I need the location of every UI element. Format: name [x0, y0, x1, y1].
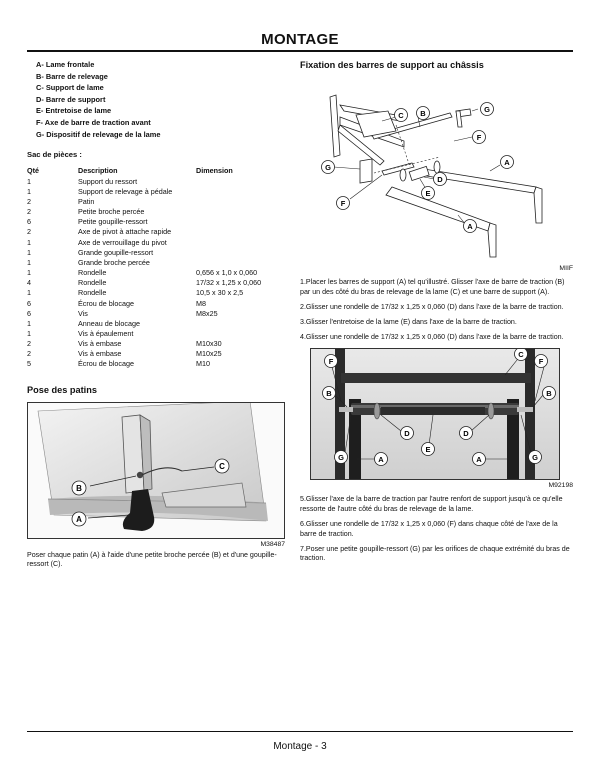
legend-item: D- Barre de support: [36, 94, 106, 104]
callout-a: [473, 453, 486, 466]
svg-text:E: E: [425, 189, 431, 198]
cell-qty: 6: [27, 217, 31, 227]
svg-text:A: A: [476, 455, 482, 465]
cell-description: Rondelle: [78, 288, 107, 298]
page-footer: Montage - 3: [273, 741, 327, 752]
cell-description: Rondelle: [78, 278, 107, 288]
legend-item: A- Lame frontale: [36, 60, 95, 69]
cell-dimension: [196, 187, 285, 197]
cell-description: Vis à embase: [78, 349, 122, 359]
cell-qty: 1: [27, 288, 31, 298]
cell-qty: 1: [27, 176, 31, 186]
parts-table: [27, 166, 285, 369]
cell-qty: 1: [27, 257, 31, 267]
step-5: 5.Glisser l'axe de la barre de traction par l'autre renfort de support jusqu'à ce qu'elle ressorte de l'autre côté du bras de relevage de la lame.: [300, 495, 563, 514]
table-row: [27, 359, 285, 369]
callout-e: [422, 443, 435, 456]
callout-d: [401, 427, 414, 440]
cell-qty: 6: [27, 308, 31, 318]
figure-code: MIIF: [559, 265, 573, 272]
cell-qty: 2: [27, 339, 31, 349]
figure-code: M38487: [260, 540, 285, 548]
figure-code: M92198: [548, 482, 573, 490]
table-row: [27, 278, 285, 288]
cell-qty: 2: [27, 207, 31, 217]
step-1: 1.Placer les barres de support (A) tel qu'illustré. Glisser l'axe de barre de traction (B) par un des côté du bras de relevage de la lame (C) et une barre de support (A).: [300, 278, 565, 296]
table-row: [27, 319, 285, 329]
callout-d: [460, 427, 473, 440]
table-row: [27, 197, 285, 207]
header-dimension: Dimension: [196, 166, 233, 176]
table-row: [27, 217, 285, 227]
cell-qty: 1: [27, 329, 31, 338]
cell-dimension: 10,5 x 30 x 2,5: [196, 288, 244, 298]
svg-text:F: F: [476, 133, 482, 142]
table-row: [27, 227, 285, 237]
svg-text:F: F: [340, 199, 346, 208]
cell-dimension: [196, 248, 285, 258]
table-row: [27, 207, 285, 217]
cell-dimension: [196, 238, 285, 248]
callout-b: [417, 107, 430, 120]
table-row: [27, 248, 285, 258]
left-column: [27, 59, 285, 570]
legend-item: F- Axe de barre de traction avant: [36, 117, 151, 127]
figure-support-bar-layout: [300, 75, 573, 265]
step-3: 3.Glisser l'entretoise de la lame (E) dans l'axe de la barre de traction.: [300, 317, 517, 326]
cell-description: Écrou de blocage: [78, 359, 134, 369]
cell-description: Support du ressort: [78, 176, 138, 186]
table-row: [27, 177, 285, 187]
callout-e: [422, 187, 435, 200]
table-row: [27, 187, 285, 197]
callout-a: [375, 453, 388, 466]
callout-f: [473, 131, 486, 144]
callout-c: [515, 349, 528, 361]
pose-patins-instruction: Poser chaque patin (A) à l'aide d'une petite broche percée (B) et d'une goupille-ressort (C).: [27, 550, 277, 569]
table-row: [27, 288, 285, 298]
step-6: 6.Glisser une rondelle de 17/32 x 1,25 x 0,060 (F) dans chaque côté de l'axe de la barre de traction.: [300, 520, 558, 538]
drawbar-photo-illustration: [311, 349, 560, 480]
cell-description: Écrou de blocage: [78, 298, 134, 308]
cell-description: Support de relevage à pédale: [78, 186, 173, 196]
cell-description: Vis à épaulement: [78, 329, 134, 338]
cell-qty: 1: [27, 318, 31, 328]
callout-a: [501, 156, 514, 169]
cell-description: Grande broche percée: [78, 257, 150, 267]
svg-text:G: G: [338, 453, 344, 463]
cell-dimension: M8: [196, 298, 206, 308]
callout-c: [395, 109, 408, 122]
svg-text:C: C: [398, 111, 404, 120]
cell-description: Petite broche percée: [78, 207, 145, 217]
cell-qty: 1: [27, 268, 31, 278]
cell-dimension: M10x30: [196, 339, 222, 349]
svg-text:G: G: [325, 163, 331, 172]
cell-qty: 5: [27, 359, 31, 369]
component-legend: [27, 59, 285, 140]
svg-text:G: G: [532, 453, 538, 463]
svg-text:E: E: [425, 445, 431, 455]
svg-text:B: B: [546, 389, 552, 399]
table-row: [27, 339, 285, 349]
support-bar-illustration: [300, 75, 573, 265]
cell-dimension: [196, 177, 285, 187]
svg-text:B: B: [76, 483, 82, 493]
footer-rule: [27, 731, 573, 732]
svg-text:C: C: [219, 461, 225, 471]
table-row: [27, 309, 285, 319]
steps-group-1: [300, 278, 573, 342]
cell-dimension: [196, 197, 285, 207]
cell-qty: 4: [27, 278, 31, 288]
figure-drawbar-assembly: [310, 348, 560, 480]
cell-dimension: [196, 227, 285, 237]
legend-item: E- Entretoise de lame: [36, 106, 112, 116]
callout-b: [323, 387, 336, 400]
parts-table-header: [27, 166, 285, 177]
svg-text:A: A: [467, 222, 473, 231]
table-row: [27, 329, 285, 339]
page-title: MONTAGE: [261, 31, 339, 48]
cell-description: Axe de pivot à attache rapide: [78, 227, 172, 237]
svg-text:F: F: [328, 357, 334, 367]
cell-qty: 2: [27, 227, 31, 237]
table-row: [27, 349, 285, 359]
callout-c: [215, 459, 229, 473]
svg-text:G: G: [484, 105, 490, 114]
callout-f: [535, 355, 548, 368]
cell-qty: 1: [27, 247, 31, 257]
svg-text:D: D: [463, 429, 469, 439]
callout-b: [72, 481, 86, 495]
figure-skid-installation: [27, 402, 285, 539]
right-column: [300, 59, 573, 570]
step-2: 2.Glisser une rondelle de 17/32 x 1,25 x 0,060 (D) dans l'axe de la barre de traction.: [300, 302, 564, 311]
svg-text:F: F: [538, 357, 544, 367]
cell-dimension: [196, 217, 285, 227]
section-title-pose-patins: Pose des patins: [27, 384, 97, 395]
header-qty: Qté: [27, 166, 39, 176]
table-row: [27, 238, 285, 248]
cell-description: Grande goupille-ressort: [78, 247, 154, 257]
svg-text:A: A: [378, 455, 384, 465]
cell-description: Vis à embase: [78, 339, 122, 349]
legend-item: G- Dispositif de relevage de la lame: [36, 129, 161, 139]
table-row: [27, 299, 285, 309]
cell-dimension: M10: [196, 359, 210, 369]
step-7: 7.Poser une petite goupille-ressort (G) par les orifices de chaque extrémité du bras de traction.: [300, 544, 570, 563]
cell-qty: 6: [27, 298, 31, 308]
cell-qty: 1: [27, 237, 31, 247]
callout-f: [337, 197, 350, 210]
callout-a: [464, 220, 477, 233]
parts-table-body: [27, 177, 285, 370]
svg-text:B: B: [420, 109, 426, 118]
callout-g: [335, 451, 348, 464]
cell-description: Vis: [78, 308, 88, 318]
callout-b: [543, 387, 556, 400]
step-4: 4.Glisser une rondelle de 17/32 x 1,25 x 0,060 (D) dans l'axe de la barre de traction.: [300, 332, 564, 341]
title-rule: [27, 50, 573, 52]
cell-qty: 1: [27, 186, 31, 196]
callout-f: [325, 355, 338, 368]
legend-item: C- Support de lame: [36, 83, 104, 93]
cell-description: Petite goupille-ressort: [78, 217, 148, 227]
cell-dimension: [196, 319, 285, 329]
cell-description: Rondelle: [78, 268, 107, 278]
callout-g: [529, 451, 542, 464]
cell-dimension: 17/32 x 1,25 x 0,060: [196, 278, 262, 288]
skid-illustration: [28, 403, 285, 539]
cell-dimension: M8x25: [196, 308, 218, 318]
table-row: [27, 268, 285, 278]
svg-text:C: C: [518, 350, 524, 360]
callout-g: [322, 161, 335, 174]
steps-group-2: [300, 495, 573, 564]
header-description: Description: [78, 166, 118, 176]
legend-item: B- Barre de relevage: [36, 71, 108, 81]
svg-text:D: D: [437, 175, 443, 184]
cell-dimension: [196, 207, 285, 217]
cell-description: Anneau de blocage: [78, 318, 140, 328]
cell-dimension: [196, 329, 285, 339]
cell-qty: 2: [27, 349, 31, 359]
cell-dimension: M10x25: [196, 349, 222, 359]
svg-text:D: D: [404, 429, 410, 439]
svg-text:A: A: [76, 514, 82, 524]
cell-qty: 2: [27, 196, 31, 206]
svg-text:B: B: [326, 389, 332, 399]
callout-d: [434, 173, 447, 186]
callout-g: [481, 103, 494, 116]
cell-description: Patin: [78, 196, 95, 206]
section-title-fixation: Fixation des barres de support au châssis: [300, 60, 484, 70]
svg-text:A: A: [504, 158, 510, 167]
cell-dimension: 0,656 x 1,0 x 0,060: [196, 268, 258, 278]
table-row: [27, 258, 285, 268]
cell-dimension: [196, 258, 285, 268]
cell-description: Axe de verrouillage du pivot: [78, 237, 167, 247]
callout-a: [72, 512, 86, 526]
parts-kit-title: Sac de pièces :: [27, 150, 82, 160]
